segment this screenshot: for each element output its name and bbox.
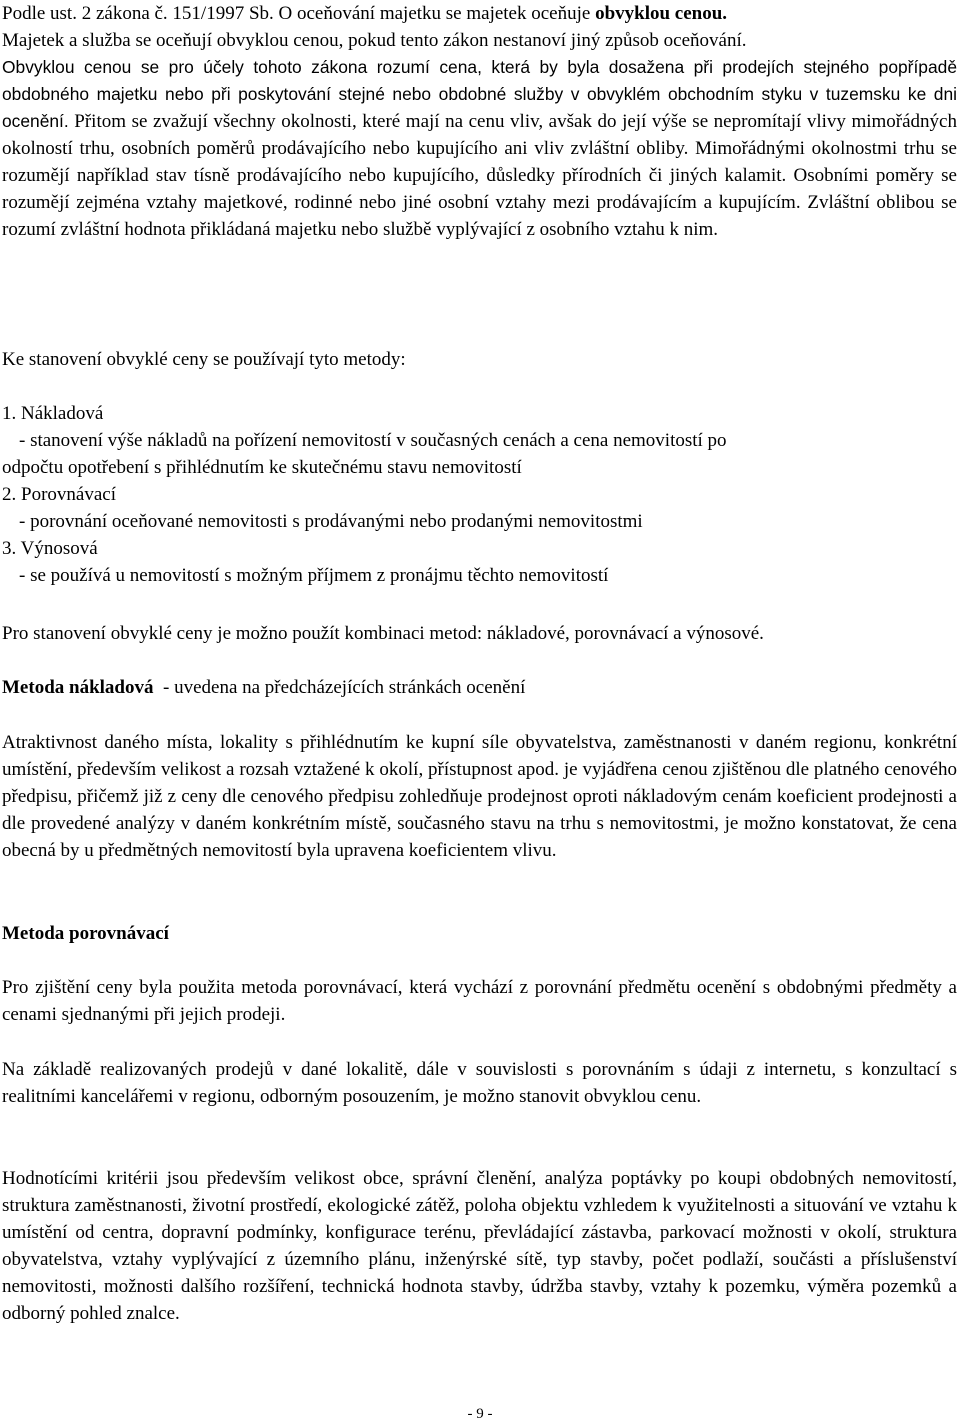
cost-method-heading-note: - uvedena na předcházejících stránkách ocenění	[153, 677, 526, 698]
intro-paragraph-rest: Přitom se zvažují všechny okolnosti, které mají na cenu vliv, avšak do její výše se nepromítají vlivy mimořádných okolností trhu, osobních poměrů prodávajícího nebo kupujícího ani vliv zvláštní obliby. Mimořádnými okolnostmi trhu se rozumějí například stav tísně prodávajícího nebo kupujícího, důsledky přírodních či jiných kalamit. Osobními poměry se rozumějí zejména vztahy majetkové, rodinné nebo jiné osobní vztahy mezi prodávajícím a kupujícím. Zvláštní oblibou se rozumí zvláštní hodnota přikládaná majetku nebo službě vyplývající z osobního vztahu k nim.	[2, 111, 957, 240]
cost-method-heading-line	[2, 674, 957, 701]
intro-line-2: Majetek a služba se oceňují obvyklou cenou, pokud tento zákon nestanoví jiný způsob oceňování.	[2, 30, 747, 51]
comparative-method-paragraph-3: Hodnotícími kritérii jsou především velikost obce, správní členění, analýza poptávky po koupi obdobných nemovitostí, struktura zaměstnanosti, životní prostředí, ekologické zátěž, poloha objektu vzhledem k využitelnosti a situování ve vztahu k umístění od centra, dopravní podmínky, konfigurace terénu, převládající zástavba, parkovací možnosti v okolí, struktura obyvatelstva, vztahy vyplývající z územního plánu, inženýrské sítě, typ stavby, počet podlaží, součásti a příslušenství nemovitosti, možnosti dalšího rozšíření, technická hodnota stavby, údržba stavby, vztahy k pozemku, výměra pozemků a odborný pohled znalce.	[2, 1168, 957, 1324]
intro-paragraph	[2, 54, 957, 243]
intro-line-1-bold: obvyklou cenou.	[595, 3, 728, 24]
document-page	[2, 0, 958, 1425]
method-3-desc: - se používá u nemovitostí s možným příjmem z pronájmu těchto nemovitostí	[19, 565, 609, 586]
intro-paragraph-sans: Obvyklou cenou se pro účely tohoto zákona rozumí cena, která by byla dosažena při prodejích stejného popřípadě obdobného majetku nebo při poskytování stejné nebo obdobné služby v obvyklém obchodním styku v tuzemsku ke dni ocenění.	[2, 57, 957, 131]
cost-method-paragraph: Atraktivnost daného místa, lokality s přihlédnutím ke kupní síle obyvatelstva, zaměstnanosti v daném regionu, konkrétní umístění, především velikost a rozsah vztažené k okolí, přístupnost apod. je vyjádřena cenou zjištěnou dle platného cenového předpisu, přičemž již z ceny dle cenového předpisu zohledňuje prodejnost oproti nákladovým cenám koeficient prodejnosti a dle provedené analýzy v daném konkrétním místě, současného stavu na trhu s nemovitostmi, je možno konstatovat, že cena obecná by u předmětných nemovitostí byla upravena koeficientem vlivu.	[2, 732, 957, 861]
methods-list	[2, 400, 957, 589]
method-1-desc-cont: odpočtu opotřebení s přihlédnutím ke skutečnému stavu nemovitostí	[2, 457, 522, 478]
methods-combination: Pro stanovení obvyklé ceny je možno použít kombinaci metod: nákladové, porovnávací a výnosové.	[2, 623, 764, 644]
comparative-method-paragraph-2: Na základě realizovaných prodejů v dané lokalitě, dále v souvislosti s porovnáním s údaji z internetu, s konzultací s realitními kancelářemi v regionu, odborným posouzením, je možno stanovit obvyklou cenu.	[2, 1059, 957, 1107]
methods-heading: Ke stanovení obvyklé ceny se používají tyto metody:	[2, 349, 406, 370]
intro-section	[2, 0, 957, 243]
page-number: - 9 -	[467, 1406, 493, 1422]
method-2-desc: - porovnání oceňované nemovitosti s prodávanými nebo prodanými nemovitostmi	[19, 511, 643, 532]
method-1-title: 1. Nákladová	[2, 403, 104, 424]
cost-method-heading: Metoda nákladová	[2, 677, 154, 698]
method-3-title: 3. Výnosová	[2, 538, 98, 559]
method-1-desc: - stanovení výše nákladů na pořízení nemovitostí v současných cenách a cena nemovitostí po	[19, 430, 727, 451]
comparative-method-paragraph-1: Pro zjištění ceny byla použita metoda porovnávací, která vychází z porovnání předmětu ocenění s obdobnými předměty a cenami sjednanými při jejich prodeji.	[2, 977, 957, 1025]
intro-line-1-text: Podle ust. 2 zákona č. 151/1997 Sb. O oceňování majetku se majetek oceňuje	[2, 3, 596, 24]
comparative-method-heading: Metoda porovnávací	[2, 923, 169, 944]
method-2-title: 2. Porovnávací	[2, 484, 116, 505]
intro-line-1	[2, 0, 957, 27]
